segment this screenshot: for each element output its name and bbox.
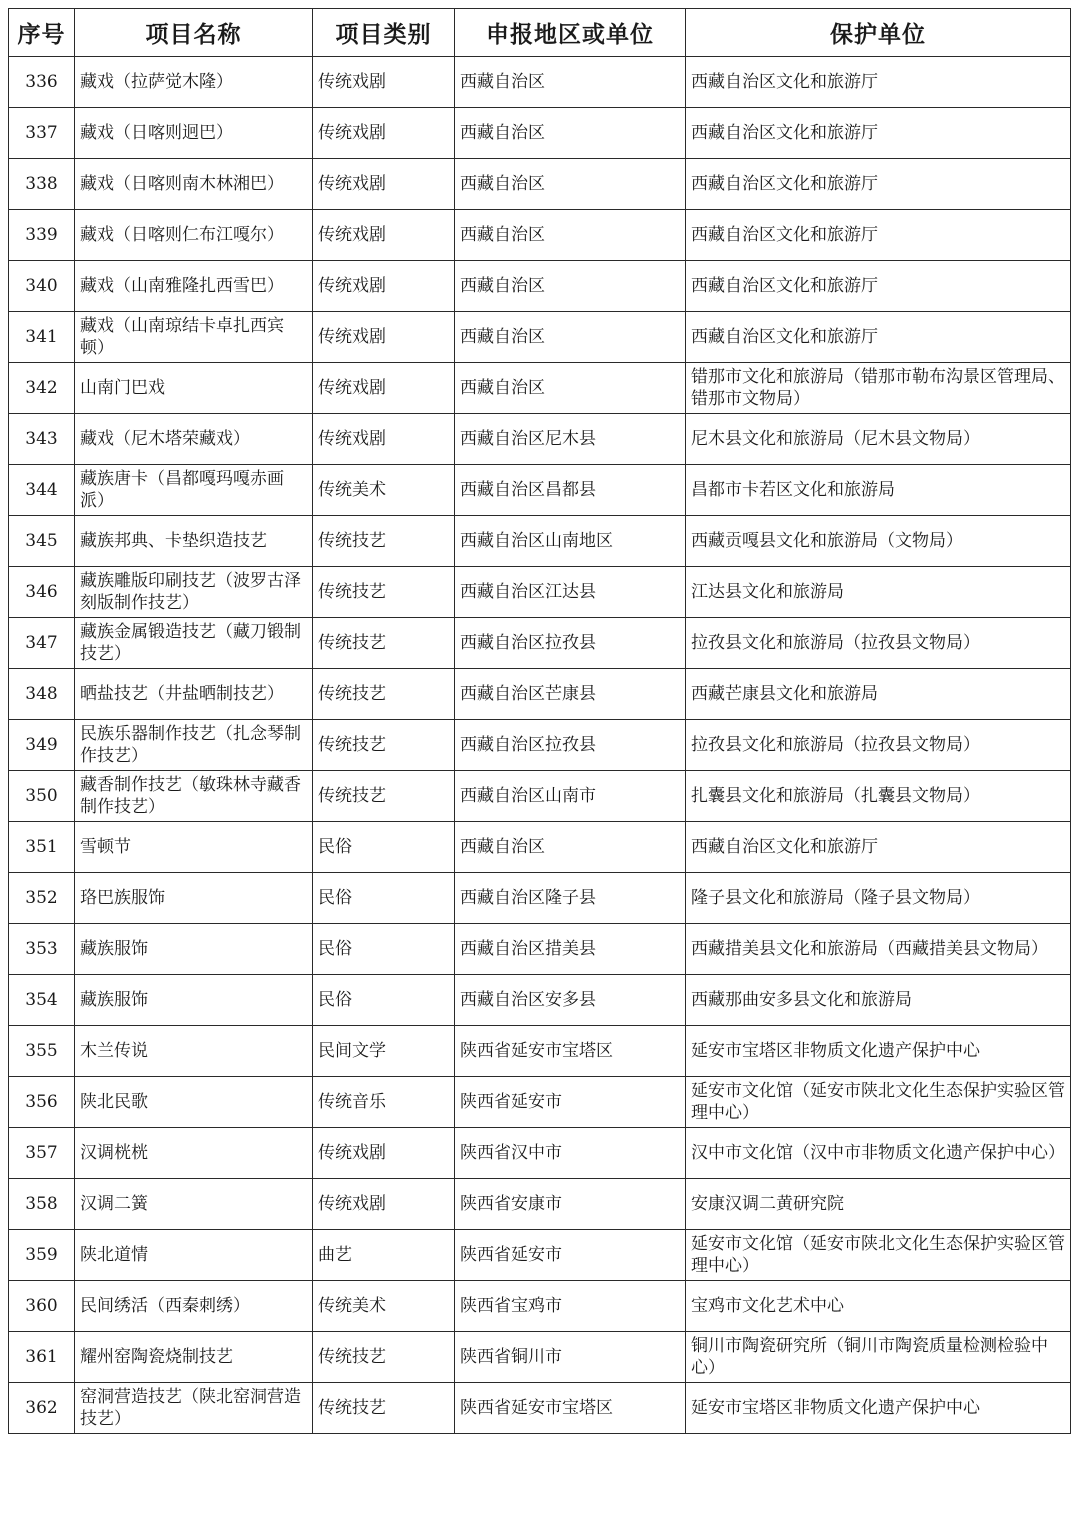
cell-serial-number: 357 (9, 1128, 75, 1179)
cell-project-category: 传统技艺 (313, 771, 455, 822)
cell-serial-number: 355 (9, 1026, 75, 1077)
cell-project-name: 晒盐技艺（井盐晒制技艺） (75, 669, 313, 720)
header-row (9, 9, 1071, 57)
cell-protection-unit: 延安市文化馆（延安市陕北文化生态保护实验区管理中心） (686, 1230, 1071, 1281)
cell-applicant-region: 西藏自治区隆子县 (455, 873, 686, 924)
cell-serial-number: 352 (9, 873, 75, 924)
cell-serial-number: 343 (9, 414, 75, 465)
cell-applicant-region: 西藏自治区山南市 (455, 771, 686, 822)
cell-applicant-region: 西藏自治区昌都县 (455, 465, 686, 516)
table-row (9, 1179, 1071, 1230)
cell-applicant-region: 西藏自治区芒康县 (455, 669, 686, 720)
cell-protection-unit: 西藏自治区文化和旅游厅 (686, 261, 1071, 312)
cell-protection-unit: 西藏自治区文化和旅游厅 (686, 822, 1071, 873)
cell-protection-unit: 西藏那曲安多县文化和旅游局 (686, 975, 1071, 1026)
cell-applicant-region: 西藏自治区江达县 (455, 567, 686, 618)
table-row (9, 261, 1071, 312)
table-row (9, 924, 1071, 975)
cell-project-name: 藏戏（山南琼结卡卓扎西宾顿） (75, 312, 313, 363)
cell-protection-unit: 尼木县文化和旅游局（尼木县文物局） (686, 414, 1071, 465)
cell-applicant-region: 西藏自治区山南地区 (455, 516, 686, 567)
cell-project-category: 民俗 (313, 822, 455, 873)
table-body (9, 57, 1071, 1434)
table-row (9, 771, 1071, 822)
header-serial-number: 序号 (9, 9, 75, 57)
cell-serial-number: 353 (9, 924, 75, 975)
cell-applicant-region: 西藏自治区 (455, 822, 686, 873)
cell-project-category: 传统戏剧 (313, 1179, 455, 1230)
table-row (9, 1383, 1071, 1434)
cell-protection-unit: 拉孜县文化和旅游局（拉孜县文物局） (686, 720, 1071, 771)
header-project-name: 项目名称 (75, 9, 313, 57)
cell-protection-unit: 西藏措美县文化和旅游局（西藏措美县文物局） (686, 924, 1071, 975)
document-page (8, 8, 1070, 1434)
table-row (9, 1026, 1071, 1077)
cell-applicant-region: 西藏自治区 (455, 261, 686, 312)
cell-protection-unit: 汉中市文化馆（汉中市非物质文化遗产保护中心） (686, 1128, 1071, 1179)
cell-project-name: 藏戏（日喀则仁布江嘎尔） (75, 210, 313, 261)
cell-applicant-region: 陕西省延安市 (455, 1230, 686, 1281)
cell-project-category: 传统技艺 (313, 720, 455, 771)
table-row (9, 669, 1071, 720)
cell-project-category: 传统戏剧 (313, 312, 455, 363)
cell-project-category: 传统戏剧 (313, 57, 455, 108)
cell-project-category: 传统美术 (313, 465, 455, 516)
cell-project-category: 传统戏剧 (313, 159, 455, 210)
cell-project-category: 传统技艺 (313, 618, 455, 669)
cell-project-name: 木兰传说 (75, 1026, 313, 1077)
table-row (9, 1128, 1071, 1179)
cell-project-category: 传统技艺 (313, 669, 455, 720)
cell-project-name: 藏戏（尼木塔荣藏戏） (75, 414, 313, 465)
table-row (9, 822, 1071, 873)
table-row (9, 414, 1071, 465)
cell-protection-unit: 延安市文化馆（延安市陕北文化生态保护实验区管理中心） (686, 1077, 1071, 1128)
cell-applicant-region: 西藏自治区安多县 (455, 975, 686, 1026)
cell-project-name: 藏族服饰 (75, 975, 313, 1026)
cell-project-name: 藏族邦典、卡垫织造技艺 (75, 516, 313, 567)
cell-serial-number: 338 (9, 159, 75, 210)
cell-applicant-region: 陕西省宝鸡市 (455, 1281, 686, 1332)
cell-project-name: 藏族服饰 (75, 924, 313, 975)
cell-protection-unit: 西藏自治区文化和旅游厅 (686, 57, 1071, 108)
cell-protection-unit: 昌都市卡若区文化和旅游局 (686, 465, 1071, 516)
header-applicant-region: 申报地区或单位 (455, 9, 686, 57)
table-header (9, 9, 1071, 57)
table-row (9, 1077, 1071, 1128)
cell-protection-unit: 西藏贡嘎县文化和旅游局（文物局） (686, 516, 1071, 567)
cell-serial-number: 358 (9, 1179, 75, 1230)
cell-serial-number: 341 (9, 312, 75, 363)
table-row (9, 567, 1071, 618)
cell-project-name: 汉调二簧 (75, 1179, 313, 1230)
cell-project-category: 传统戏剧 (313, 210, 455, 261)
cell-serial-number: 347 (9, 618, 75, 669)
cell-applicant-region: 西藏自治区 (455, 108, 686, 159)
cell-project-category: 民间文学 (313, 1026, 455, 1077)
cell-serial-number: 361 (9, 1332, 75, 1383)
cell-serial-number: 344 (9, 465, 75, 516)
cell-serial-number: 336 (9, 57, 75, 108)
cell-protection-unit: 西藏芒康县文化和旅游局 (686, 669, 1071, 720)
cell-project-name: 雪顿节 (75, 822, 313, 873)
table-row (9, 312, 1071, 363)
cell-applicant-region: 西藏自治区 (455, 312, 686, 363)
cell-serial-number: 360 (9, 1281, 75, 1332)
cell-serial-number: 359 (9, 1230, 75, 1281)
cell-project-name: 山南门巴戏 (75, 363, 313, 414)
cell-serial-number: 349 (9, 720, 75, 771)
header-protection-unit: 保护单位 (686, 9, 1071, 57)
cell-project-category: 传统戏剧 (313, 261, 455, 312)
cell-project-name: 藏族雕版印刷技艺（波罗古泽刻版制作技艺） (75, 567, 313, 618)
cell-applicant-region: 陕西省延安市宝塔区 (455, 1383, 686, 1434)
table-row (9, 975, 1071, 1026)
cell-project-category: 传统技艺 (313, 1332, 455, 1383)
cell-applicant-region: 西藏自治区拉孜县 (455, 720, 686, 771)
cell-serial-number: 339 (9, 210, 75, 261)
cell-protection-unit: 西藏自治区文化和旅游厅 (686, 159, 1071, 210)
cell-protection-unit: 延安市宝塔区非物质文化遗产保护中心 (686, 1383, 1071, 1434)
cell-project-name: 藏戏（拉萨觉木隆） (75, 57, 313, 108)
cell-project-name: 陕北道情 (75, 1230, 313, 1281)
cell-serial-number: 348 (9, 669, 75, 720)
table-row (9, 465, 1071, 516)
cell-protection-unit: 西藏自治区文化和旅游厅 (686, 312, 1071, 363)
table-row (9, 1230, 1071, 1281)
cell-project-category: 传统技艺 (313, 516, 455, 567)
cell-serial-number: 362 (9, 1383, 75, 1434)
cell-project-category: 传统技艺 (313, 1383, 455, 1434)
cell-protection-unit: 错那市文化和旅游局（错那市勒布沟景区管理局、错那市文物局） (686, 363, 1071, 414)
cell-applicant-region: 西藏自治区 (455, 57, 686, 108)
cell-applicant-region: 陕西省汉中市 (455, 1128, 686, 1179)
cell-applicant-region: 陕西省安康市 (455, 1179, 686, 1230)
cell-project-name: 耀州窑陶瓷烧制技艺 (75, 1332, 313, 1383)
cell-serial-number: 337 (9, 108, 75, 159)
cell-serial-number: 345 (9, 516, 75, 567)
cell-applicant-region: 西藏自治区 (455, 363, 686, 414)
table-row (9, 57, 1071, 108)
cell-applicant-region: 西藏自治区措美县 (455, 924, 686, 975)
cell-serial-number: 351 (9, 822, 75, 873)
table-row (9, 1281, 1071, 1332)
heritage-list-table (8, 8, 1071, 1434)
table-row (9, 720, 1071, 771)
cell-serial-number: 350 (9, 771, 75, 822)
table-row (9, 516, 1071, 567)
cell-protection-unit: 江达县文化和旅游局 (686, 567, 1071, 618)
cell-applicant-region: 陕西省延安市宝塔区 (455, 1026, 686, 1077)
table-row (9, 873, 1071, 924)
cell-applicant-region: 陕西省铜川市 (455, 1332, 686, 1383)
cell-project-name: 民族乐器制作技艺（扎念琴制作技艺） (75, 720, 313, 771)
cell-applicant-region: 西藏自治区 (455, 210, 686, 261)
cell-serial-number: 340 (9, 261, 75, 312)
cell-protection-unit: 西藏自治区文化和旅游厅 (686, 108, 1071, 159)
cell-serial-number: 356 (9, 1077, 75, 1128)
cell-project-name: 汉调桄桄 (75, 1128, 313, 1179)
cell-project-category: 传统戏剧 (313, 414, 455, 465)
cell-project-category: 传统技艺 (313, 567, 455, 618)
cell-project-name: 窑洞营造技艺（陕北窑洞营造技艺） (75, 1383, 313, 1434)
cell-protection-unit: 扎囊县文化和旅游局（扎囊县文物局） (686, 771, 1071, 822)
cell-protection-unit: 安康汉调二黄研究院 (686, 1179, 1071, 1230)
cell-project-name: 藏族金属锻造技艺（藏刀锻制技艺） (75, 618, 313, 669)
cell-project-category: 传统戏剧 (313, 1128, 455, 1179)
cell-project-category: 民俗 (313, 873, 455, 924)
cell-protection-unit: 延安市宝塔区非物质文化遗产保护中心 (686, 1026, 1071, 1077)
cell-project-name: 藏戏（日喀则南木林湘巴） (75, 159, 313, 210)
cell-project-name: 珞巴族服饰 (75, 873, 313, 924)
table-row (9, 1332, 1071, 1383)
cell-protection-unit: 拉孜县文化和旅游局（拉孜县文物局） (686, 618, 1071, 669)
cell-applicant-region: 西藏自治区 (455, 159, 686, 210)
cell-project-name: 藏族唐卡（昌都嘎玛嘎赤画派） (75, 465, 313, 516)
cell-applicant-region: 西藏自治区尼木县 (455, 414, 686, 465)
cell-applicant-region: 陕西省延安市 (455, 1077, 686, 1128)
table-row (9, 108, 1071, 159)
table-row (9, 618, 1071, 669)
cell-project-category: 传统美术 (313, 1281, 455, 1332)
cell-serial-number: 346 (9, 567, 75, 618)
cell-project-category: 民俗 (313, 975, 455, 1026)
table-row (9, 210, 1071, 261)
table-row (9, 159, 1071, 210)
cell-protection-unit: 隆子县文化和旅游局（隆子县文物局） (686, 873, 1071, 924)
cell-project-name: 藏戏（山南雅隆扎西雪巴） (75, 261, 313, 312)
cell-project-category: 民俗 (313, 924, 455, 975)
cell-serial-number: 354 (9, 975, 75, 1026)
header-project-category: 项目类别 (313, 9, 455, 57)
cell-project-category: 传统戏剧 (313, 108, 455, 159)
cell-project-category: 曲艺 (313, 1230, 455, 1281)
cell-applicant-region: 西藏自治区拉孜县 (455, 618, 686, 669)
cell-project-category: 传统音乐 (313, 1077, 455, 1128)
cell-project-category: 传统戏剧 (313, 363, 455, 414)
cell-protection-unit: 宝鸡市文化艺术中心 (686, 1281, 1071, 1332)
cell-project-name: 藏戏（日喀则迥巴） (75, 108, 313, 159)
cell-protection-unit: 铜川市陶瓷研究所（铜川市陶瓷质量检测检验中心） (686, 1332, 1071, 1383)
cell-project-name: 民间绣活（西秦刺绣） (75, 1281, 313, 1332)
cell-protection-unit: 西藏自治区文化和旅游厅 (686, 210, 1071, 261)
table-row (9, 363, 1071, 414)
cell-serial-number: 342 (9, 363, 75, 414)
cell-project-name: 藏香制作技艺（敏珠林寺藏香制作技艺） (75, 771, 313, 822)
cell-project-name: 陕北民歌 (75, 1077, 313, 1128)
